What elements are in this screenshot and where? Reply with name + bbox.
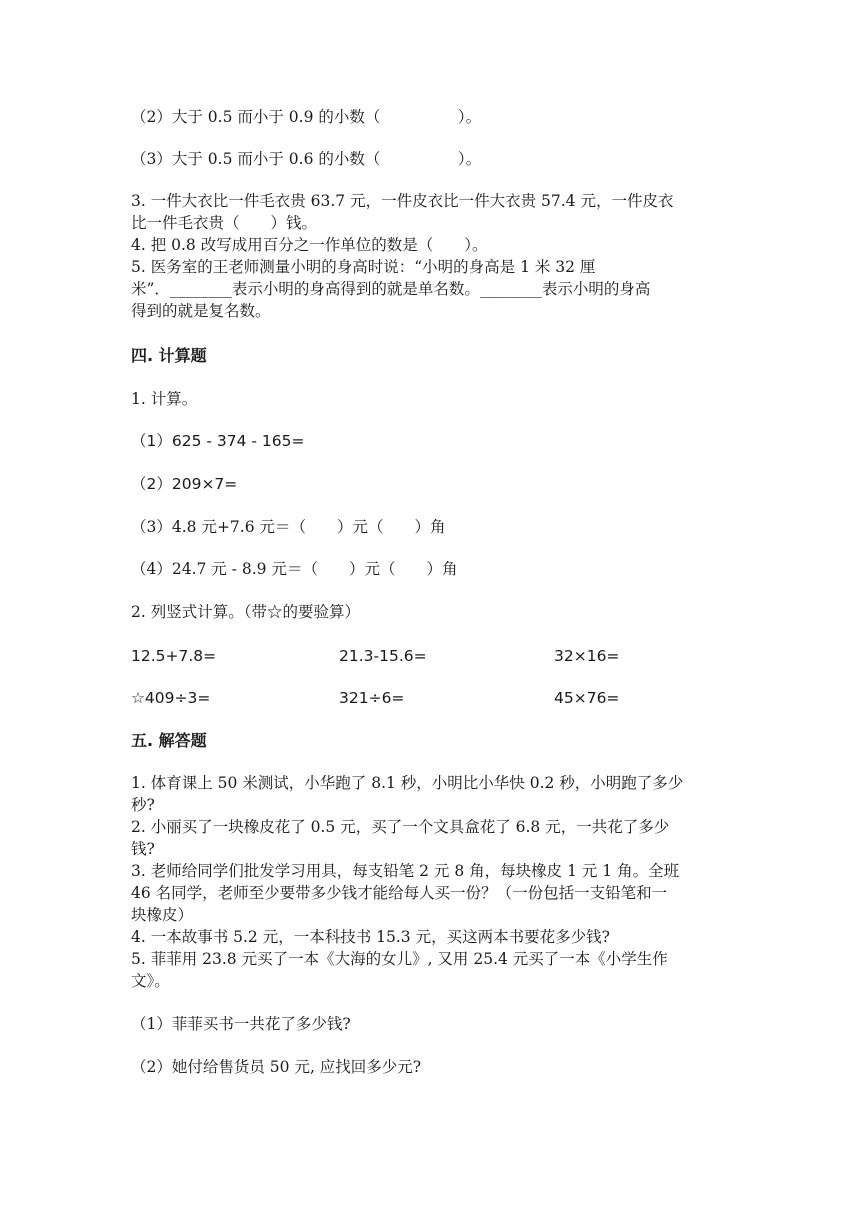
vertical-calc-4: ☆409÷3=: [131, 689, 211, 707]
fill-item-2: （2）大于 0.5 而小于 0.9 的小数（ ）。: [131, 108, 482, 126]
word-q1-line1: 1. 体育课上 50 米测试，小华跑了 8.1 秒，小明比小华快 0.2 秒，小明跑了多少: [131, 774, 684, 792]
word-problems-block: [131, 772, 731, 992]
word-q2-line2: 钱?: [131, 840, 155, 858]
word-q3-line2: 46 名同学，老师至少要带多少钱才能给每人买一份？（一份包括一支铅笔和一: [131, 884, 668, 902]
word-q5-sub2: （2）她付给售货员 50 元, 应找回多少元?: [131, 1058, 422, 1076]
vertical-calc-1: 12.5+7.8=: [131, 647, 217, 665]
fill-q4: 4. 把 0.8 改写成用百分之一作单位的数是（ ）。: [131, 236, 488, 254]
fill-q5-line1: 5. 医务室的王老师测量小明的身高时说：“小明的身高是 1 米 32 厘: [131, 258, 596, 276]
calc-q1-title: 1. 计算。: [131, 390, 198, 408]
vertical-calc-5: 321÷6=: [339, 689, 405, 707]
calc-item-4: （4）24.7 元 - 8.9 元＝（ ）元（ ）角: [131, 560, 458, 578]
word-q4: 4. 一本故事书 5.2 元，一本科技书 15.3 元，买这两本书要花多少钱?: [131, 928, 610, 946]
fill-q5-line2: 米”．________表示小明的身高得到的就是单名数。________表示小明的身高: [131, 280, 651, 298]
calc-q2-title: 2. 列竖式计算。（带☆的要验算）: [131, 603, 360, 621]
fill-q3-line2: 比一件毛衣贵（ ）钱。: [131, 214, 318, 232]
calc-item-1: （1）625 - 374 - 165=: [131, 432, 305, 450]
word-q3-line1: 3. 老师给同学们批发学习用具，每支铅笔 2 元 8 角，每块橡皮 1 元 1 角。全班: [131, 862, 680, 880]
vertical-calc-2: 21.3-15.6=: [339, 647, 427, 665]
section5-title: 五. 解答题: [131, 731, 207, 750]
word-q5-sub1: （1）菲菲买书一共花了多少钱?: [131, 1015, 351, 1033]
word-q2-line1: 2. 小丽买了一块橡皮花了 0.5 元，买了一个文具盒花了 6.8 元，一共花了多少: [131, 818, 670, 836]
word-q3-line3: 块橡皮）: [131, 906, 194, 924]
fill-q5-line3: 得到的就是复名数。: [131, 302, 271, 320]
calc-item-3: （3）4.8 元+7.6 元＝（ ）元（ ）角: [131, 518, 446, 536]
word-q1-line2: 秒?: [131, 796, 155, 814]
section4-title: 四. 计算题: [131, 346, 207, 365]
fill-q3-line1: 3. 一件大衣比一件毛衣贵 63.7 元，一件皮衣比一件大衣贵 57.4 元，一件皮衣: [131, 192, 674, 210]
word-q5-line2: 文》。: [131, 972, 170, 990]
calc-item-2: （2）209×7=: [131, 475, 238, 493]
fill-item-3: （3）大于 0.5 而小于 0.6 的小数（ ）。: [131, 150, 482, 168]
vertical-calc-6: 45×76=: [554, 689, 620, 707]
word-q5-line1: 5. 菲菲用 23.8 元买了一本《大海的女儿》, 又用 25.4 元买了一本《小学生作: [131, 950, 668, 968]
fill-questions-block: [131, 190, 731, 322]
vertical-calc-3: 32×16=: [554, 647, 620, 665]
